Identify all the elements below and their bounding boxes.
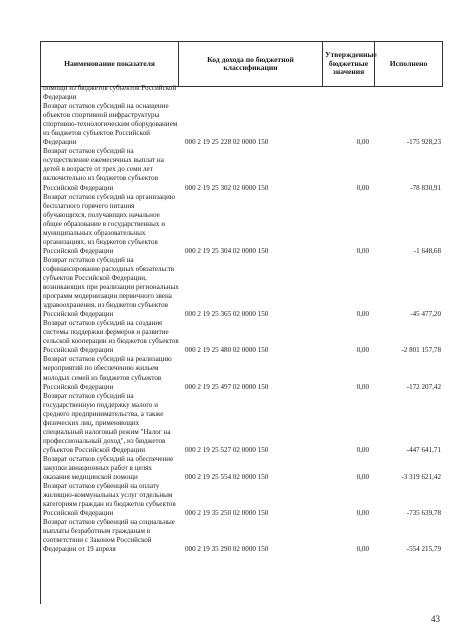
row-approved: 0,00 — [356, 473, 369, 482]
row-approved: 0,00 — [356, 310, 369, 319]
row-name: помощи из бюджетов субъектов Российской Федерации — [43, 84, 177, 102]
row-code: 000 2 19 25 554 02 0000 150 — [185, 473, 269, 482]
row-executed: -175 928,23 — [406, 138, 441, 147]
table-row — [41, 147, 443, 192]
header-approved: Утвержденные бюджетные значения — [323, 42, 375, 87]
row-executed: -172 207,42 — [406, 382, 441, 391]
row-name: Возврат остатков субсидий на создание системы поддержки фермеров и развитие сельской кооперации из бюджетов субъектов Российской Федерации — [43, 319, 179, 355]
row-executed: -2 801 157,78 — [401, 346, 441, 355]
row-code: 000 2 19 25 365 02 0000 150 — [185, 310, 269, 319]
row-approved: 0,00 — [356, 382, 369, 391]
table-row — [41, 256, 443, 319]
row-name: Возврат остатков субсидий на государственную поддержку малого и среднего предпринимательства, а также физических лиц, применяющих специальный налоговый режим "Налог на профессиональный доход", из бюджетов субъектов Российской Федерации — [43, 391, 171, 454]
row-executed: -3 319 621,42 — [401, 473, 441, 482]
table-row — [41, 518, 443, 554]
table-row — [41, 193, 443, 256]
row-executed: -447 641,71 — [406, 445, 441, 454]
table-row — [41, 102, 443, 147]
table-row — [41, 355, 443, 391]
table-row — [41, 319, 443, 355]
row-name: Возврат остатков субсидий на оснащение объектов спортивной инфраструктуры спортивно-технологическим оборудованием из бюджетов субъектов Российской Федерации — [43, 102, 178, 147]
row-name: Возврат остатков субсидий на обеспечение закупки авиационных работ в целях оказания медицинской помощи — [43, 454, 174, 482]
row-executed: -554 215,79 — [406, 545, 441, 554]
row-name: Возврат остатков субсидий на организацию бесплатного горячего питания обучающихся, получающих начальное общее образование в государственных и муниципальных образовательных организациях, из бюджетов субъектов Российской Федерации — [43, 192, 176, 255]
page-number: 43 — [431, 614, 440, 624]
table-row — [41, 84, 443, 102]
row-approved: 0,00 — [356, 183, 369, 192]
row-approved: 0,00 — [356, 138, 369, 147]
table-row — [41, 455, 443, 482]
row-approved: 0,00 — [356, 445, 369, 454]
table-row — [41, 482, 443, 518]
row-executed: -45 477,20 — [410, 310, 441, 319]
row-approved: 0,00 — [356, 545, 369, 554]
header-code: Код дохода по бюджетной классификации — [179, 42, 323, 87]
header-executed: Исполнено — [375, 42, 443, 87]
table-body — [40, 84, 443, 604]
header-name: Наименование показателя — [41, 42, 179, 87]
row-name: Возврат остатков субсидий на осуществление ежемесячных выплат на детей в возрасте от трех до семи лет включительно из бюджетов субъектов Российской Федерации — [43, 147, 164, 192]
row-code: 000 2 19 25 480 02 0000 150 — [185, 346, 269, 355]
row-code: 000 2 19 25 527 02 0000 150 — [185, 445, 269, 454]
row-approved: 0,00 — [356, 346, 369, 355]
row-executed: -735 639,78 — [406, 509, 441, 518]
row-approved: 0,00 — [356, 509, 369, 518]
table-row — [41, 392, 443, 455]
row-name: Возврат остатков субсидий на реализацию мероприятий по обеспечению жильем молодых семей из бюджетов субъектов Российской Федерации — [43, 355, 172, 391]
row-code: 000 2 19 25 302 02 0000 150 — [185, 183, 269, 192]
row-name: Возврат остатков субвенций на социальные выплаты безработным гражданам в соответствии с Законом Российской Федерации от 19 апреля — [43, 518, 175, 554]
row-code: 000 2 19 25 497 02 0000 150 — [185, 382, 269, 391]
row-code: 000 2 19 35 290 02 0000 150 — [185, 545, 269, 554]
row-name: Возврат остатков субвенций на оплату жилищно-коммунальных услуг отдельным категориям граждан из бюджетов субъектов Российской Федерации — [43, 482, 176, 518]
table-header — [40, 41, 443, 87]
row-executed: -78 830,91 — [410, 183, 441, 192]
row-code: 000 2 19 35 250 02 0000 150 — [185, 509, 269, 518]
row-code: 000 2 19 25 304 02 0000 150 — [185, 246, 269, 255]
row-code: 000 2 19 25 228 02 0000 150 — [185, 138, 269, 147]
row-name: Возврат остатков субсидий на софинансирование расходных обязательств субъектов Российской Федерации, возникающих при реализации региональных программ модернизации первичного звена здравоохранения, из бюджетов субъектов Российской Федерации — [43, 255, 179, 319]
row-approved: 0,00 — [356, 246, 369, 255]
row-executed: -1 648,68 — [413, 246, 441, 255]
